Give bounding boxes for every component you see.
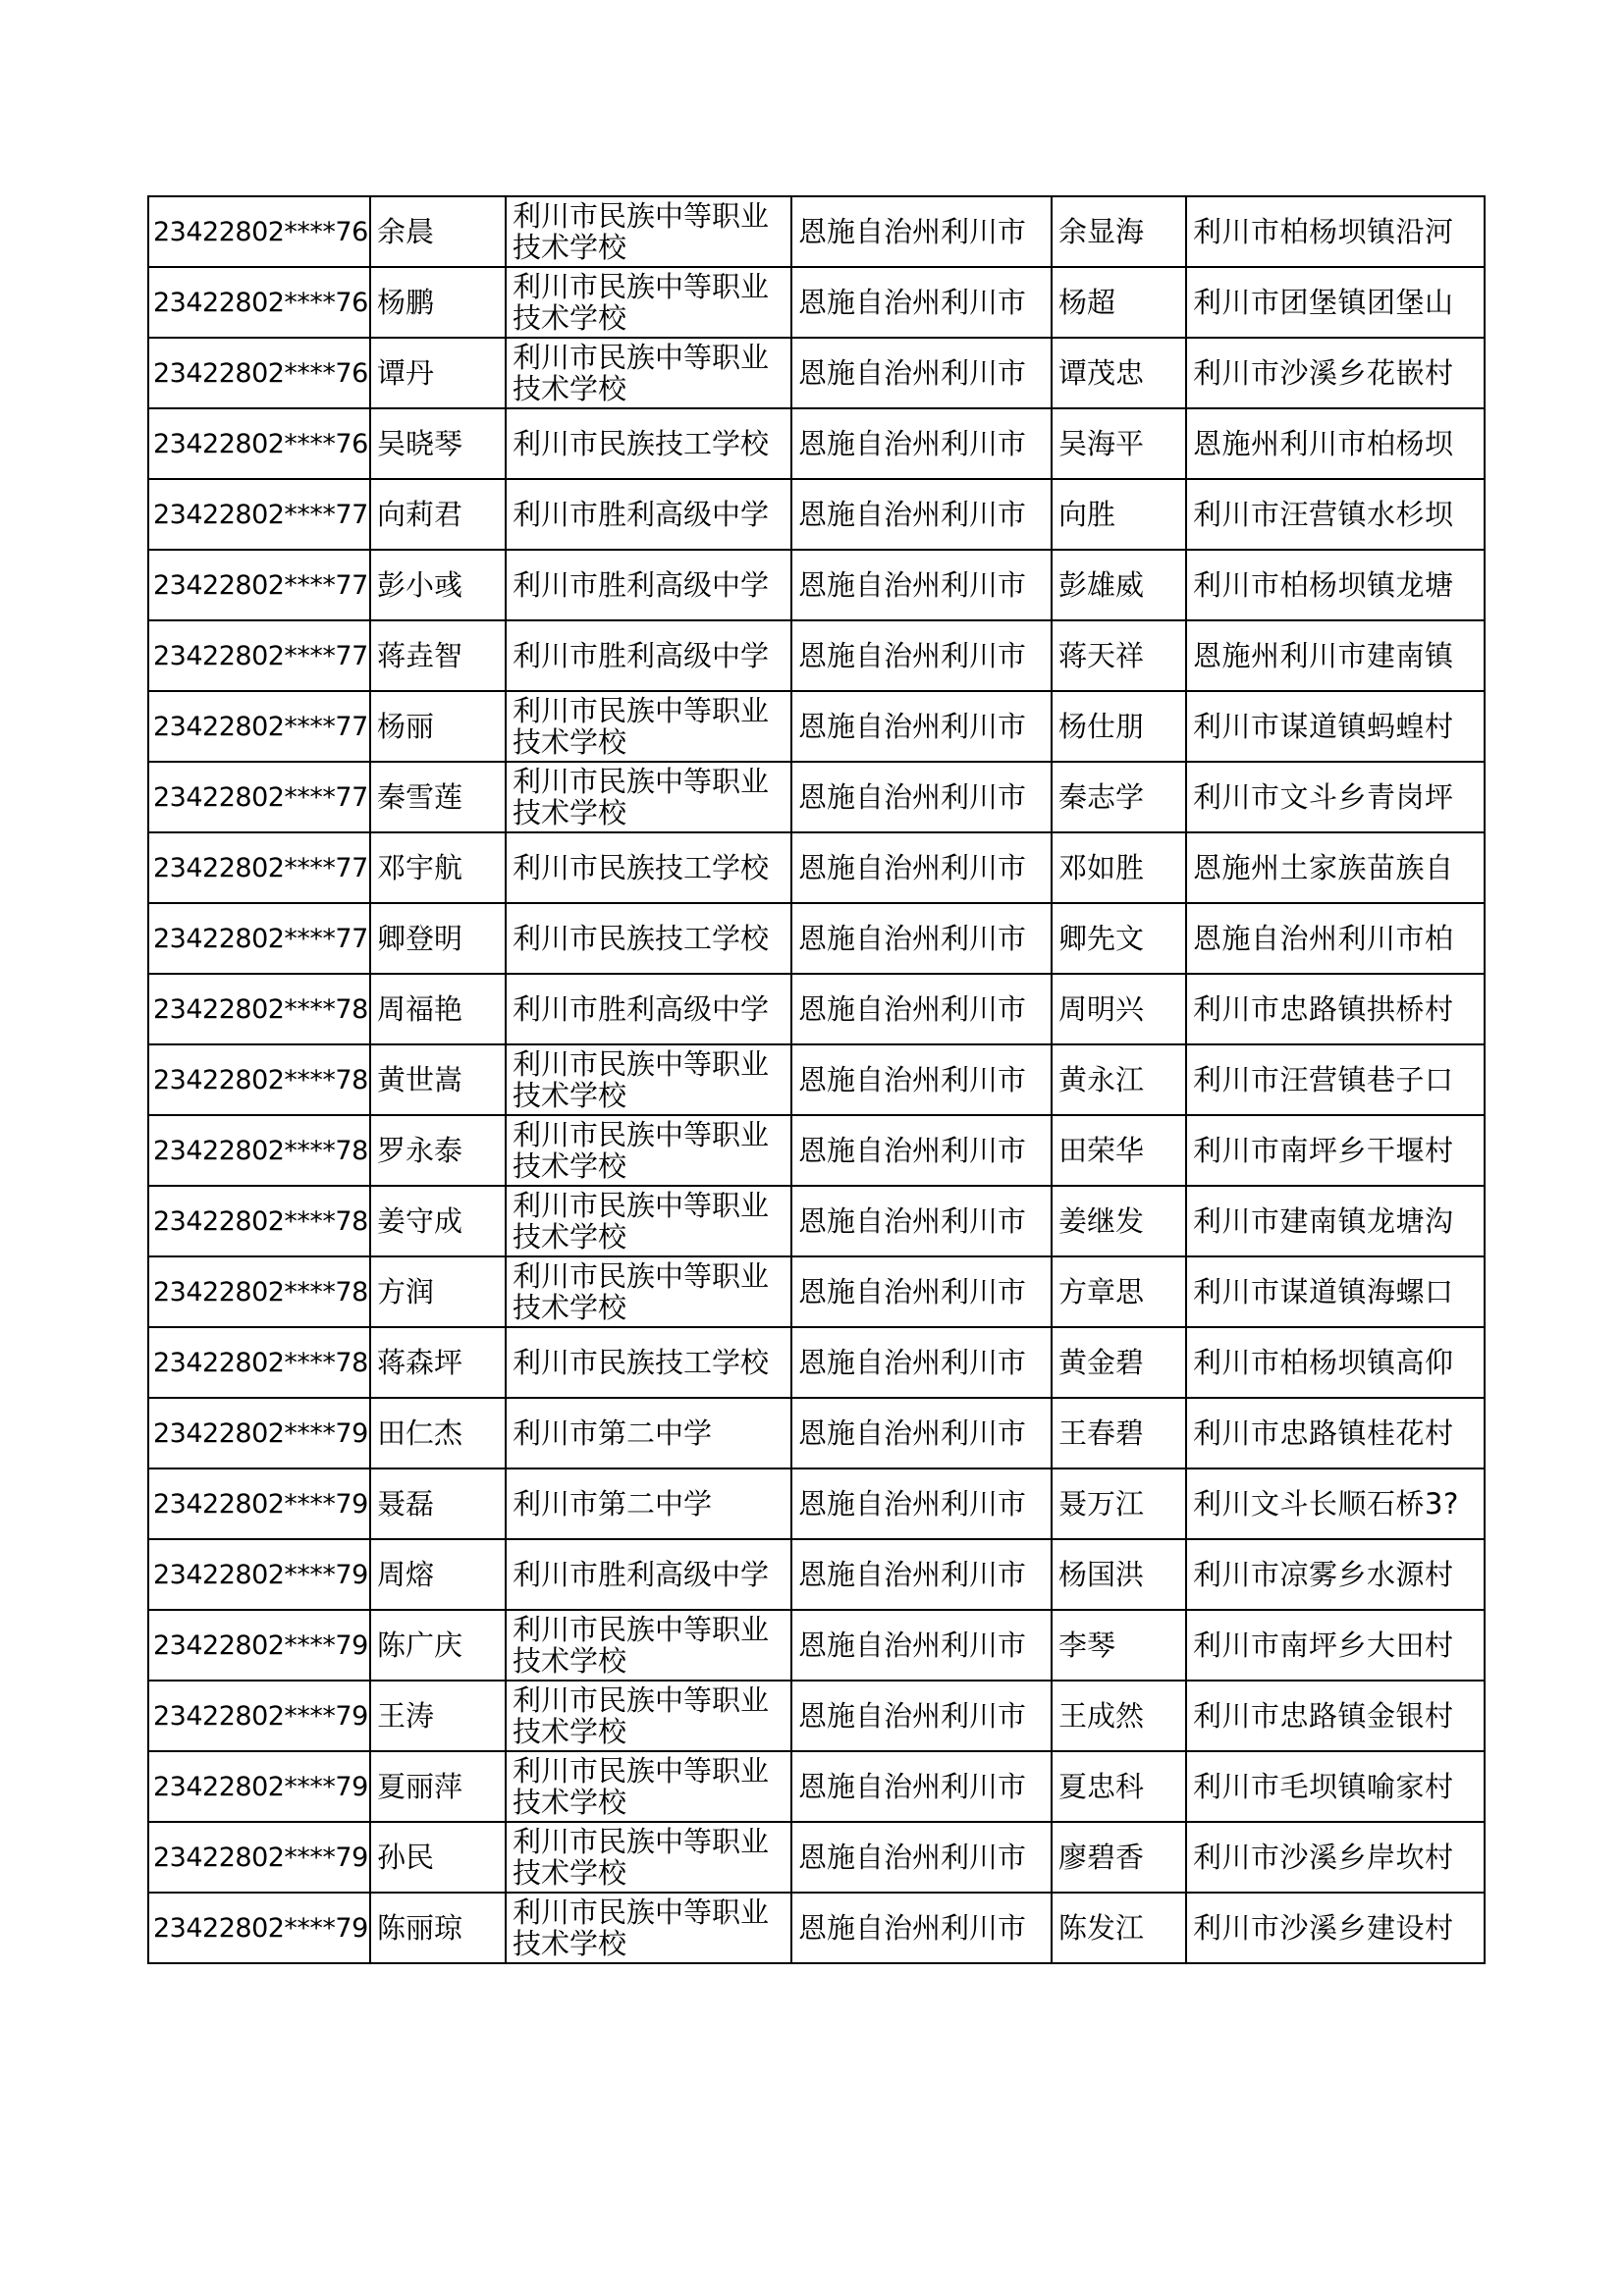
region-cell: 恩施自治州利川市 (791, 620, 1052, 691)
id-number-cell: 23422802****79 (148, 1681, 370, 1751)
school-cell: 利川市民族中等职业技术学校 (506, 1115, 791, 1186)
address-cell: 利川文斗长顺石桥3? (1186, 1468, 1485, 1539)
guardian-name-cell: 卿先文 (1052, 903, 1186, 974)
address-cell: 恩施自治州利川市柏 (1186, 903, 1485, 974)
address-cell: 利川市柏杨坝镇沿河 (1186, 196, 1485, 267)
id-number-cell: 23422802****79 (148, 1751, 370, 1822)
region-cell: 恩施自治州利川市 (791, 1115, 1052, 1186)
student-name-cell: 杨鹏 (370, 267, 506, 338)
school-cell: 利川市胜利高级中学 (506, 620, 791, 691)
table-row (148, 620, 1485, 691)
table-row (148, 1115, 1485, 1186)
table-row (148, 762, 1485, 832)
guardian-name-cell: 邓如胜 (1052, 832, 1186, 903)
id-number-cell: 23422802****77 (148, 903, 370, 974)
school-cell: 利川市胜利高级中学 (506, 974, 791, 1044)
region-cell: 恩施自治州利川市 (791, 196, 1052, 267)
guardian-name-cell: 方章思 (1052, 1256, 1186, 1327)
id-number-cell: 23422802****78 (148, 1256, 370, 1327)
table-row (148, 196, 1485, 267)
school-cell: 利川市民族中等职业技术学校 (506, 1893, 791, 1963)
school-cell: 利川市民族中等职业技术学校 (506, 267, 791, 338)
school-cell: 利川市民族技工学校 (506, 1327, 791, 1398)
table-row (148, 1610, 1485, 1681)
school-cell: 利川市胜利高级中学 (506, 1539, 791, 1610)
address-cell: 利川市文斗乡青岗坪 (1186, 762, 1485, 832)
table-row (148, 1186, 1485, 1256)
region-cell: 恩施自治州利川市 (791, 550, 1052, 620)
address-cell: 恩施州利川市建南镇 (1186, 620, 1485, 691)
id-number-cell: 23422802****76 (148, 338, 370, 408)
region-cell: 恩施自治州利川市 (791, 1256, 1052, 1327)
guardian-name-cell: 姜继发 (1052, 1186, 1186, 1256)
school-cell: 利川市胜利高级中学 (506, 479, 791, 550)
id-number-cell: 23422802****78 (148, 974, 370, 1044)
address-cell: 利川市南坪乡大田村 (1186, 1610, 1485, 1681)
student-name-cell: 秦雪莲 (370, 762, 506, 832)
id-number-cell: 23422802****77 (148, 479, 370, 550)
id-number-cell: 23422802****78 (148, 1186, 370, 1256)
student-name-cell: 谭丹 (370, 338, 506, 408)
school-cell: 利川市民族中等职业技术学校 (506, 1610, 791, 1681)
id-number-cell: 23422802****76 (148, 408, 370, 479)
school-cell: 利川市民族中等职业技术学校 (506, 1044, 791, 1115)
guardian-name-cell: 黄金碧 (1052, 1327, 1186, 1398)
student-name-cell: 周熔 (370, 1539, 506, 1610)
region-cell: 恩施自治州利川市 (791, 1822, 1052, 1893)
region-cell: 恩施自治州利川市 (791, 1398, 1052, 1468)
student-name-cell: 余晨 (370, 196, 506, 267)
region-cell: 恩施自治州利川市 (791, 1327, 1052, 1398)
address-cell: 利川市团堡镇团堡山 (1186, 267, 1485, 338)
id-number-cell: 23422802****77 (148, 691, 370, 762)
school-cell: 利川市民族中等职业技术学校 (506, 1256, 791, 1327)
student-name-cell: 田仁杰 (370, 1398, 506, 1468)
region-cell: 恩施自治州利川市 (791, 691, 1052, 762)
table-row (148, 1751, 1485, 1822)
school-cell: 利川市民族中等职业技术学校 (506, 762, 791, 832)
student-name-cell: 王涛 (370, 1681, 506, 1751)
student-name-cell: 姜守成 (370, 1186, 506, 1256)
student-table (147, 195, 1486, 1964)
id-number-cell: 23422802****79 (148, 1539, 370, 1610)
guardian-name-cell: 周明兴 (1052, 974, 1186, 1044)
guardian-name-cell: 向胜 (1052, 479, 1186, 550)
school-cell: 利川市第二中学 (506, 1398, 791, 1468)
table-row (148, 479, 1485, 550)
region-cell: 恩施自治州利川市 (791, 974, 1052, 1044)
guardian-name-cell: 黄永江 (1052, 1044, 1186, 1115)
student-name-cell: 向莉君 (370, 479, 506, 550)
table-row (148, 974, 1485, 1044)
address-cell: 恩施州土家族苗族自 (1186, 832, 1485, 903)
guardian-name-cell: 廖碧香 (1052, 1822, 1186, 1893)
student-name-cell: 蒋垚智 (370, 620, 506, 691)
id-number-cell: 23422802****76 (148, 267, 370, 338)
document-sheet (147, 195, 1484, 1964)
address-cell: 利川市汪营镇水杉坝 (1186, 479, 1485, 550)
table-row (148, 903, 1485, 974)
table-row (148, 1256, 1485, 1327)
table-body (148, 196, 1485, 1963)
address-cell: 利川市谋道镇海螺口 (1186, 1256, 1485, 1327)
table-row (148, 1044, 1485, 1115)
guardian-name-cell: 杨国洪 (1052, 1539, 1186, 1610)
table-row (148, 338, 1485, 408)
id-number-cell: 23422802****79 (148, 1468, 370, 1539)
address-cell: 利川市南坪乡干堰村 (1186, 1115, 1485, 1186)
table-row (148, 550, 1485, 620)
address-cell: 利川市沙溪乡花嵌村 (1186, 338, 1485, 408)
region-cell: 恩施自治州利川市 (791, 903, 1052, 974)
student-name-cell: 吴晓琴 (370, 408, 506, 479)
school-cell: 利川市民族技工学校 (506, 408, 791, 479)
address-cell: 利川市建南镇龙塘沟 (1186, 1186, 1485, 1256)
id-number-cell: 23422802****77 (148, 762, 370, 832)
guardian-name-cell: 夏忠科 (1052, 1751, 1186, 1822)
school-cell: 利川市民族中等职业技术学校 (506, 1186, 791, 1256)
address-cell: 利川市柏杨坝镇龙塘 (1186, 550, 1485, 620)
id-number-cell: 23422802****77 (148, 550, 370, 620)
id-number-cell: 23422802****79 (148, 1610, 370, 1681)
school-cell: 利川市民族中等职业技术学校 (506, 1681, 791, 1751)
region-cell: 恩施自治州利川市 (791, 1539, 1052, 1610)
region-cell: 恩施自治州利川市 (791, 832, 1052, 903)
region-cell: 恩施自治州利川市 (791, 338, 1052, 408)
school-cell: 利川市民族中等职业技术学校 (506, 1751, 791, 1822)
guardian-name-cell: 杨超 (1052, 267, 1186, 338)
guardian-name-cell: 李琴 (1052, 1610, 1186, 1681)
guardian-name-cell: 杨仕朋 (1052, 691, 1186, 762)
address-cell: 利川市柏杨坝镇高仰 (1186, 1327, 1485, 1398)
student-name-cell: 罗永泰 (370, 1115, 506, 1186)
guardian-name-cell: 蒋天祥 (1052, 620, 1186, 691)
table-row (148, 691, 1485, 762)
region-cell: 恩施自治州利川市 (791, 1468, 1052, 1539)
address-cell: 利川市忠路镇拱桥村 (1186, 974, 1485, 1044)
student-name-cell: 蒋森坪 (370, 1327, 506, 1398)
student-name-cell: 陈丽琼 (370, 1893, 506, 1963)
guardian-name-cell: 秦志学 (1052, 762, 1186, 832)
student-name-cell: 卿登明 (370, 903, 506, 974)
guardian-name-cell: 吴海平 (1052, 408, 1186, 479)
id-number-cell: 23422802****76 (148, 196, 370, 267)
address-cell: 利川市毛坝镇喻家村 (1186, 1751, 1485, 1822)
address-cell: 利川市汪营镇巷子口 (1186, 1044, 1485, 1115)
table-row (148, 267, 1485, 338)
student-name-cell: 黄世嵩 (370, 1044, 506, 1115)
student-name-cell: 邓宇航 (370, 832, 506, 903)
table-row (148, 1681, 1485, 1751)
region-cell: 恩施自治州利川市 (791, 1681, 1052, 1751)
guardian-name-cell: 陈发江 (1052, 1893, 1186, 1963)
address-cell: 利川市沙溪乡岸坎村 (1186, 1822, 1485, 1893)
region-cell: 恩施自治州利川市 (791, 1893, 1052, 1963)
school-cell: 利川市胜利高级中学 (506, 550, 791, 620)
address-cell: 利川市忠路镇金银村 (1186, 1681, 1485, 1751)
id-number-cell: 23422802****79 (148, 1893, 370, 1963)
school-cell: 利川市民族中等职业技术学校 (506, 1822, 791, 1893)
student-name-cell: 方润 (370, 1256, 506, 1327)
student-name-cell: 杨丽 (370, 691, 506, 762)
school-cell: 利川市民族技工学校 (506, 903, 791, 974)
id-number-cell: 23422802****78 (148, 1327, 370, 1398)
guardian-name-cell: 谭茂忠 (1052, 338, 1186, 408)
region-cell: 恩施自治州利川市 (791, 267, 1052, 338)
region-cell: 恩施自治州利川市 (791, 1610, 1052, 1681)
school-cell: 利川市民族中等职业技术学校 (506, 338, 791, 408)
guardian-name-cell: 王成然 (1052, 1681, 1186, 1751)
table-row (148, 408, 1485, 479)
region-cell: 恩施自治州利川市 (791, 1186, 1052, 1256)
id-number-cell: 23422802****79 (148, 1398, 370, 1468)
region-cell: 恩施自治州利川市 (791, 479, 1052, 550)
table-row (148, 1327, 1485, 1398)
guardian-name-cell: 余显海 (1052, 196, 1186, 267)
address-cell: 利川市沙溪乡建设村 (1186, 1893, 1485, 1963)
id-number-cell: 23422802****78 (148, 1044, 370, 1115)
region-cell: 恩施自治州利川市 (791, 408, 1052, 479)
school-cell: 利川市民族技工学校 (506, 832, 791, 903)
guardian-name-cell: 王春碧 (1052, 1398, 1186, 1468)
region-cell: 恩施自治州利川市 (791, 762, 1052, 832)
student-name-cell: 聂磊 (370, 1468, 506, 1539)
table-row (148, 1539, 1485, 1610)
address-cell: 利川市忠路镇桂花村 (1186, 1398, 1485, 1468)
table-row (148, 832, 1485, 903)
student-name-cell: 夏丽萍 (370, 1751, 506, 1822)
school-cell: 利川市第二中学 (506, 1468, 791, 1539)
school-cell: 利川市民族中等职业技术学校 (506, 196, 791, 267)
region-cell: 恩施自治州利川市 (791, 1751, 1052, 1822)
region-cell: 恩施自治州利川市 (791, 1044, 1052, 1115)
id-number-cell: 23422802****77 (148, 832, 370, 903)
student-name-cell: 彭小彧 (370, 550, 506, 620)
student-name-cell: 陈广庆 (370, 1610, 506, 1681)
student-name-cell: 孙民 (370, 1822, 506, 1893)
guardian-name-cell: 彭雄威 (1052, 550, 1186, 620)
table-row (148, 1468, 1485, 1539)
table-row (148, 1822, 1485, 1893)
guardian-name-cell: 田荣华 (1052, 1115, 1186, 1186)
id-number-cell: 23422802****79 (148, 1822, 370, 1893)
school-cell: 利川市民族中等职业技术学校 (506, 691, 791, 762)
address-cell: 恩施州利川市柏杨坝 (1186, 408, 1485, 479)
student-name-cell: 周福艳 (370, 974, 506, 1044)
table-row (148, 1398, 1485, 1468)
id-number-cell: 23422802****78 (148, 1115, 370, 1186)
address-cell: 利川市凉雾乡水源村 (1186, 1539, 1485, 1610)
table-row (148, 1893, 1485, 1963)
guardian-name-cell: 聂万江 (1052, 1468, 1186, 1539)
address-cell: 利川市谋道镇蚂蝗村 (1186, 691, 1485, 762)
id-number-cell: 23422802****77 (148, 620, 370, 691)
